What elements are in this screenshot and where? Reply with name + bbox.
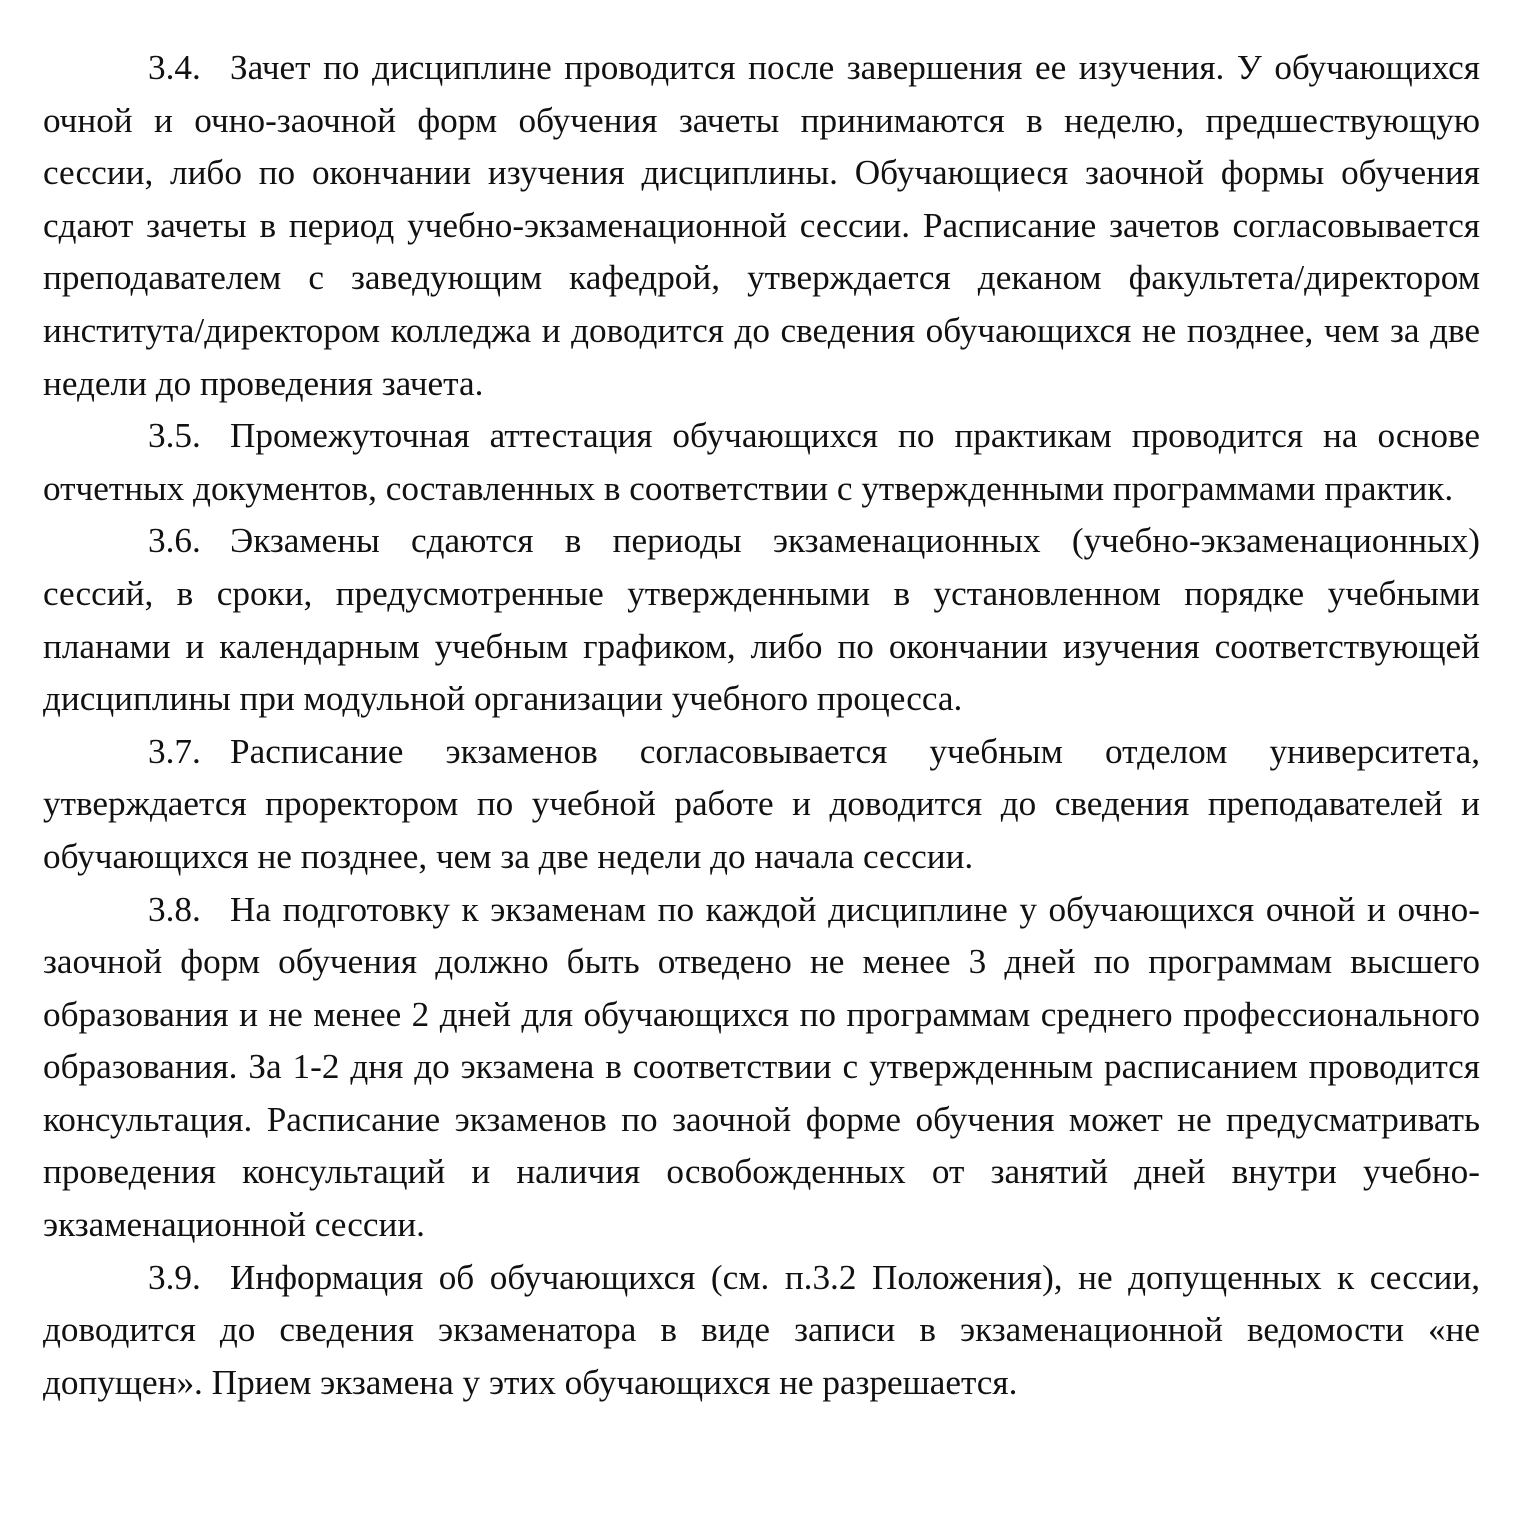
paragraph-number: 3.9. (148, 1257, 201, 1297)
paragraph-3-9 (43, 1252, 1480, 1410)
paragraph-text: Зачет по дисциплине проводится после завершения ее изучения. У обучающихся очной и очно-заочной форм обучения зачеты принимаются в неделю, предшествующую сессии, либо по окончании изучения дисциплины. Обучающиеся заочной формы обучения сдают зачеты в период учебно-экзаменационной сессии. Расписание зачетов согласовывается преподавателем с заведующим кафедрой, утверждается деканом факультета/директором института/директором колледжа и доводится до сведения обучающихся не позднее, чем за две недели до проведения зачета. (43, 48, 1480, 403)
paragraph-number: 3.7. (148, 731, 201, 771)
paragraph-3-6 (43, 515, 1480, 725)
paragraph-text: На подготовку к экзаменам по каждой дисциплине у обучающихся очной и очно-заочной форм обучения должно быть отведено не менее 3 дней по программам высшего образования и не менее 2 дней для обучающихся по программам среднего профессионального образования. За 1-2 дня до экзамена в соответствии с утвержденным расписанием проводится консультация. Расписание экзаменов по заочной форме обучения может не предусматривать проведения консультаций и наличия освобожденных от занятий дней внутри учебно-экзаменационной сессии. (43, 889, 1480, 1245)
paragraph-text: Экзамены сдаются в периоды экзаменационных (учебно-экзаменационных) сессий, в сроки, предусмотренные утвержденными в установленном порядке учебными планами и календарным учебным графиком, либо по окончании изучения соответствующей дисциплины при модульной организации учебного процесса. (43, 521, 1480, 719)
paragraph-3-5 (43, 410, 1480, 515)
paragraph-number: 3.6. (148, 521, 201, 561)
paragraph-3-4 (43, 42, 1480, 410)
paragraph-number: 3.4. (148, 48, 201, 87)
paragraph-3-8 (43, 884, 1480, 1252)
paragraph-text: Расписание экзаменов согласовывается учебным отделом университета, утверждается проректором по учебной работе и доводится до сведения преподавателей и обучающихся не позднее, чем за две недели до начала сессии. (43, 731, 1480, 876)
paragraph-text: Промежуточная аттестация обучающихся по практикам проводится на основе отчетных документов, составленных в соответствии с утвержденными программами практик. (43, 416, 1480, 508)
paragraph-number: 3.5. (148, 416, 201, 456)
paragraph-text: Информация об обучающихся (см. п.3.2 Положения), не допущенных к сессии, доводится до сведения экзаменатора в виде записи в экзаменационной ведомости «не допущен». Прием экзамена у этих обучающихся не разрешается. (43, 1257, 1480, 1402)
paragraph-number: 3.8. (148, 889, 201, 929)
paragraph-3-7 (43, 726, 1480, 884)
